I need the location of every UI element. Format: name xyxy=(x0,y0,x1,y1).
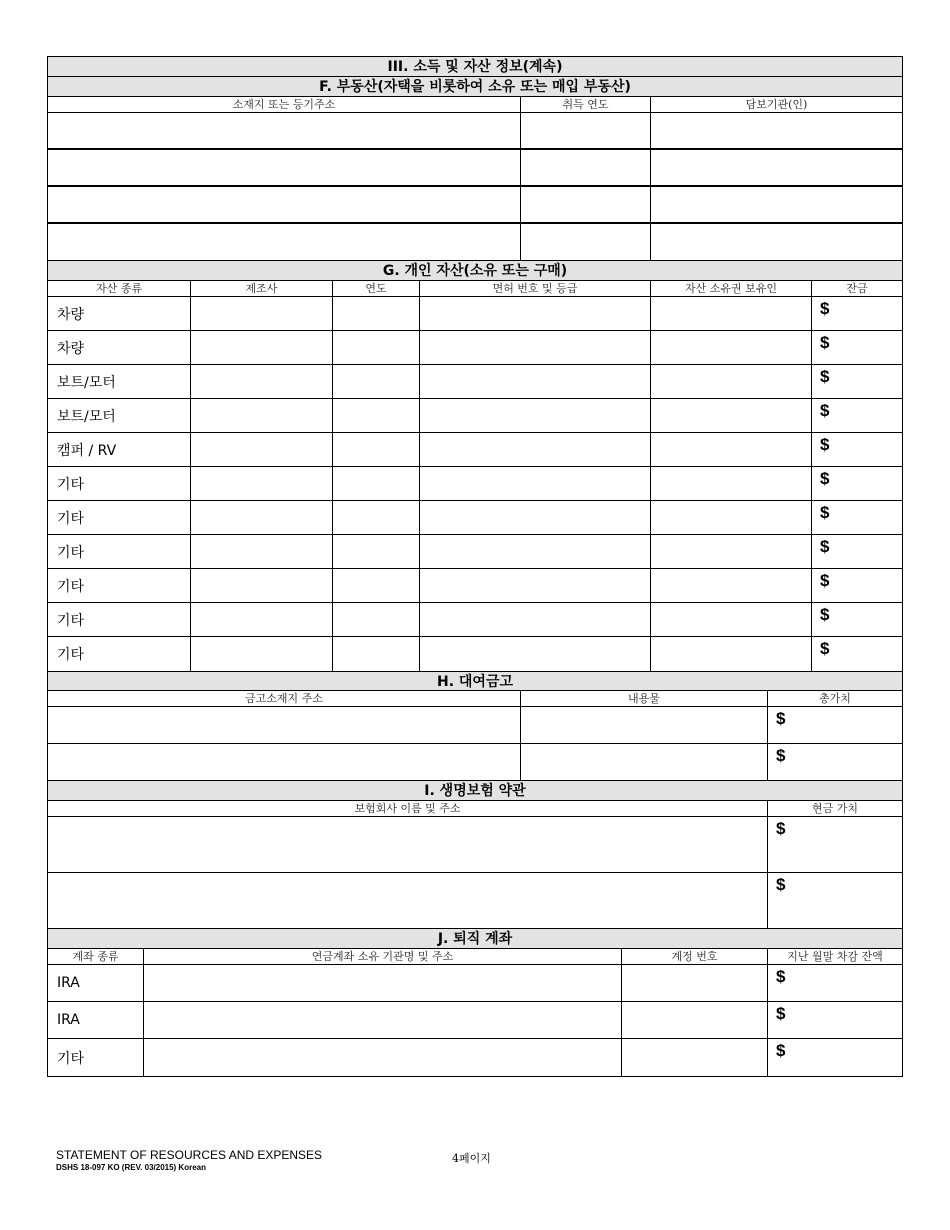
asset-type-label: 기타 xyxy=(48,535,191,568)
year-field[interactable] xyxy=(521,224,651,260)
dollar-sign: $ xyxy=(820,299,830,318)
year-field[interactable] xyxy=(521,187,651,222)
col-balance-header: 잔금 xyxy=(846,282,868,295)
personal-property-row xyxy=(48,603,902,637)
balance-field[interactable] xyxy=(812,637,902,671)
insurance-row xyxy=(48,873,902,929)
retirement-rows xyxy=(48,965,902,1076)
col-type-header: 자산 종류 xyxy=(48,281,191,296)
personal-property-row xyxy=(48,569,902,603)
location-field[interactable] xyxy=(48,707,521,743)
year-field[interactable] xyxy=(521,150,651,185)
owner-field[interactable] xyxy=(651,433,812,466)
page-number: 4페이지 xyxy=(452,1152,491,1165)
real-estate-row xyxy=(48,187,902,224)
owner-field[interactable] xyxy=(651,603,812,636)
col-cash-header: 현금 가치 xyxy=(811,802,858,815)
dollar-sign: $ xyxy=(776,967,786,986)
section-i-title: I. 생명보험 약관 xyxy=(48,781,902,801)
section-g-title: G. 개인 자산(소유 또는 구매) xyxy=(48,261,902,281)
license-field[interactable] xyxy=(420,331,651,364)
balance-field[interactable] xyxy=(812,433,902,466)
col-account-header: 계정 번호 xyxy=(622,949,768,964)
account-type-label: 기타 xyxy=(48,1039,144,1076)
section-j-header xyxy=(48,949,902,965)
insurer-field[interactable] xyxy=(48,817,768,872)
asset-type-label: 기타 xyxy=(48,569,191,602)
col-insurer-header: 보험회사 이름 및 주소 xyxy=(48,801,768,816)
lender-field[interactable] xyxy=(651,224,902,260)
account-number-field[interactable] xyxy=(622,965,768,1001)
maker-field[interactable] xyxy=(191,637,333,671)
address-field[interactable] xyxy=(48,187,521,222)
balance-field[interactable] xyxy=(812,603,902,636)
year-field[interactable] xyxy=(333,535,420,568)
owner-field[interactable] xyxy=(651,535,812,568)
personal-property-row xyxy=(48,399,902,433)
cash-value-field[interactable] xyxy=(768,873,902,928)
maker-field[interactable] xyxy=(191,331,333,364)
form-title: STATEMENT OF RESOURCES AND EXPENSES xyxy=(56,1148,323,1162)
license-field[interactable] xyxy=(420,603,651,636)
asset-type-label: 기타 xyxy=(48,637,191,671)
owner-field[interactable] xyxy=(651,501,812,534)
asset-type-label: 기타 xyxy=(48,467,191,500)
dollar-sign: $ xyxy=(820,401,830,420)
account-number-field[interactable] xyxy=(622,1039,768,1076)
year-field[interactable] xyxy=(333,365,420,398)
license-field[interactable] xyxy=(420,637,651,671)
col-contents-header: 내용물 xyxy=(521,691,768,706)
balance-field[interactable] xyxy=(812,365,902,398)
safe-deposit-row xyxy=(48,744,902,781)
real-estate-row xyxy=(48,150,902,187)
maker-field[interactable] xyxy=(191,569,333,602)
year-field[interactable] xyxy=(333,331,420,364)
real-estate-row xyxy=(48,113,902,150)
institution-field[interactable] xyxy=(144,1002,622,1038)
account-type-label: IRA xyxy=(48,1002,144,1038)
personal-property-row xyxy=(48,535,902,569)
personal-property-rows xyxy=(48,297,902,671)
maker-field[interactable] xyxy=(191,365,333,398)
section-h-title: H. 대여금고 xyxy=(48,671,902,691)
balance-field[interactable] xyxy=(812,297,902,330)
col-location-header: 금고소재지 주소 xyxy=(48,691,521,706)
address-field[interactable] xyxy=(48,224,521,260)
address-field[interactable] xyxy=(48,150,521,185)
section-f-title: F. 부동산(자택을 비롯하여 소유 또는 매입 부동산) xyxy=(48,77,902,97)
cash-value-field[interactable] xyxy=(768,817,902,872)
contents-field[interactable] xyxy=(521,707,768,743)
institution-field[interactable] xyxy=(144,965,622,1001)
maker-field[interactable] xyxy=(191,501,333,534)
dollar-sign: $ xyxy=(776,819,786,838)
balance-field[interactable] xyxy=(812,535,902,568)
asset-type-label: 캠퍼 / RV xyxy=(48,433,191,466)
col-type-header: 계좌 종류 xyxy=(48,949,144,964)
license-field[interactable] xyxy=(420,297,651,330)
year-field[interactable] xyxy=(521,113,651,148)
year-field[interactable] xyxy=(333,399,420,432)
address-field[interactable] xyxy=(48,113,521,148)
license-field[interactable] xyxy=(420,467,651,500)
institution-field[interactable] xyxy=(144,1039,622,1076)
asset-type-label: 차량 xyxy=(48,331,191,364)
dollar-sign: $ xyxy=(820,639,830,658)
form-code: DSHS 18-097 KO (REV. 03/2015) Korean xyxy=(56,1163,206,1172)
owner-field[interactable] xyxy=(651,569,812,602)
form-footer xyxy=(56,1148,322,1172)
dollar-sign: $ xyxy=(820,605,830,624)
year-field[interactable] xyxy=(333,433,420,466)
retirement-row xyxy=(48,965,902,1002)
balance-field[interactable] xyxy=(768,965,902,1001)
section-h-header xyxy=(48,691,902,707)
dollar-sign: $ xyxy=(776,709,786,728)
account-number-field[interactable] xyxy=(622,1002,768,1038)
balance-field[interactable] xyxy=(812,569,902,602)
asset-type-label: 보트/모터 xyxy=(48,399,191,432)
col-year-header: 취득 연도 xyxy=(521,97,651,112)
section-title: III. 소득 및 자산 정보(계속) xyxy=(48,57,902,77)
resources-form xyxy=(47,56,903,1077)
dollar-sign: $ xyxy=(820,537,830,556)
owner-field[interactable] xyxy=(651,637,812,671)
balance-field[interactable] xyxy=(812,467,902,500)
value-field[interactable] xyxy=(768,744,902,780)
asset-type-label: 보트/모터 xyxy=(48,365,191,398)
year-field[interactable] xyxy=(333,637,420,671)
col-value-header: 총가치 xyxy=(819,692,851,705)
license-field[interactable] xyxy=(420,535,651,568)
col-balance-header: 지난 월말 차감 잔액 xyxy=(787,950,883,963)
section-g-header xyxy=(48,281,902,297)
real-estate-row xyxy=(48,224,902,261)
owner-field[interactable] xyxy=(651,297,812,330)
account-type-label: IRA xyxy=(48,965,144,1001)
col-year-header: 연도 xyxy=(333,281,420,296)
year-field[interactable] xyxy=(333,569,420,602)
safe-deposit-row xyxy=(48,707,902,744)
section-i-header xyxy=(48,801,902,817)
dollar-sign: $ xyxy=(820,469,830,488)
dollar-sign: $ xyxy=(776,1004,786,1023)
value-field[interactable] xyxy=(768,707,902,743)
year-field[interactable] xyxy=(333,603,420,636)
year-field[interactable] xyxy=(333,297,420,330)
personal-property-row xyxy=(48,331,902,365)
dollar-sign: $ xyxy=(820,367,830,386)
dollar-sign: $ xyxy=(820,333,830,352)
license-field[interactable] xyxy=(420,365,651,398)
col-owner-header: 자산 소유권 보유인 xyxy=(651,281,812,296)
balance-field[interactable] xyxy=(768,1039,902,1076)
balance-field[interactable] xyxy=(812,331,902,364)
contents-field[interactable] xyxy=(521,744,768,780)
owner-field[interactable] xyxy=(651,399,812,432)
dollar-sign: $ xyxy=(776,746,786,765)
balance-field[interactable] xyxy=(812,399,902,432)
license-field[interactable] xyxy=(420,569,651,602)
maker-field[interactable] xyxy=(191,297,333,330)
dollar-sign: $ xyxy=(820,435,830,454)
personal-property-row xyxy=(48,297,902,331)
license-field[interactable] xyxy=(420,501,651,534)
personal-property-row xyxy=(48,365,902,399)
col-address-header: 소재지 또는 등기주소 xyxy=(48,97,521,112)
lender-field[interactable] xyxy=(651,113,902,148)
dollar-sign: $ xyxy=(776,1041,786,1060)
col-maker-header: 제조사 xyxy=(191,281,333,296)
retirement-row xyxy=(48,1039,902,1076)
maker-field[interactable] xyxy=(191,399,333,432)
year-field[interactable] xyxy=(333,467,420,500)
owner-field[interactable] xyxy=(651,331,812,364)
asset-type-label: 차량 xyxy=(48,297,191,330)
year-field[interactable] xyxy=(333,501,420,534)
retirement-row xyxy=(48,1002,902,1039)
personal-property-row xyxy=(48,467,902,501)
col-institution-header: 연금계좌 소유 기관명 및 주소 xyxy=(144,949,622,964)
insurance-row xyxy=(48,817,902,873)
lender-field[interactable] xyxy=(651,150,902,185)
maker-field[interactable] xyxy=(191,603,333,636)
balance-field[interactable] xyxy=(812,501,902,534)
personal-property-row xyxy=(48,637,902,671)
dollar-sign: $ xyxy=(820,571,830,590)
col-license-header: 면허 번호 및 등급 xyxy=(420,281,651,296)
personal-property-row xyxy=(48,433,902,467)
maker-field[interactable] xyxy=(191,433,333,466)
col-lender-header: 담보기관(인) xyxy=(745,98,808,111)
section-f-header xyxy=(48,97,902,113)
owner-field[interactable] xyxy=(651,365,812,398)
insurer-field[interactable] xyxy=(48,873,768,928)
lender-field[interactable] xyxy=(651,187,902,222)
dollar-sign: $ xyxy=(776,875,786,894)
location-field[interactable] xyxy=(48,744,521,780)
dollar-sign: $ xyxy=(820,503,830,522)
asset-type-label: 기타 xyxy=(48,501,191,534)
license-field[interactable] xyxy=(420,399,651,432)
section-j-title: J. 퇴직 계좌 xyxy=(48,929,902,949)
owner-field[interactable] xyxy=(651,467,812,500)
license-field[interactable] xyxy=(420,433,651,466)
maker-field[interactable] xyxy=(191,535,333,568)
maker-field[interactable] xyxy=(191,467,333,500)
personal-property-row xyxy=(48,501,902,535)
asset-type-label: 기타 xyxy=(48,603,191,636)
balance-field[interactable] xyxy=(768,1002,902,1038)
